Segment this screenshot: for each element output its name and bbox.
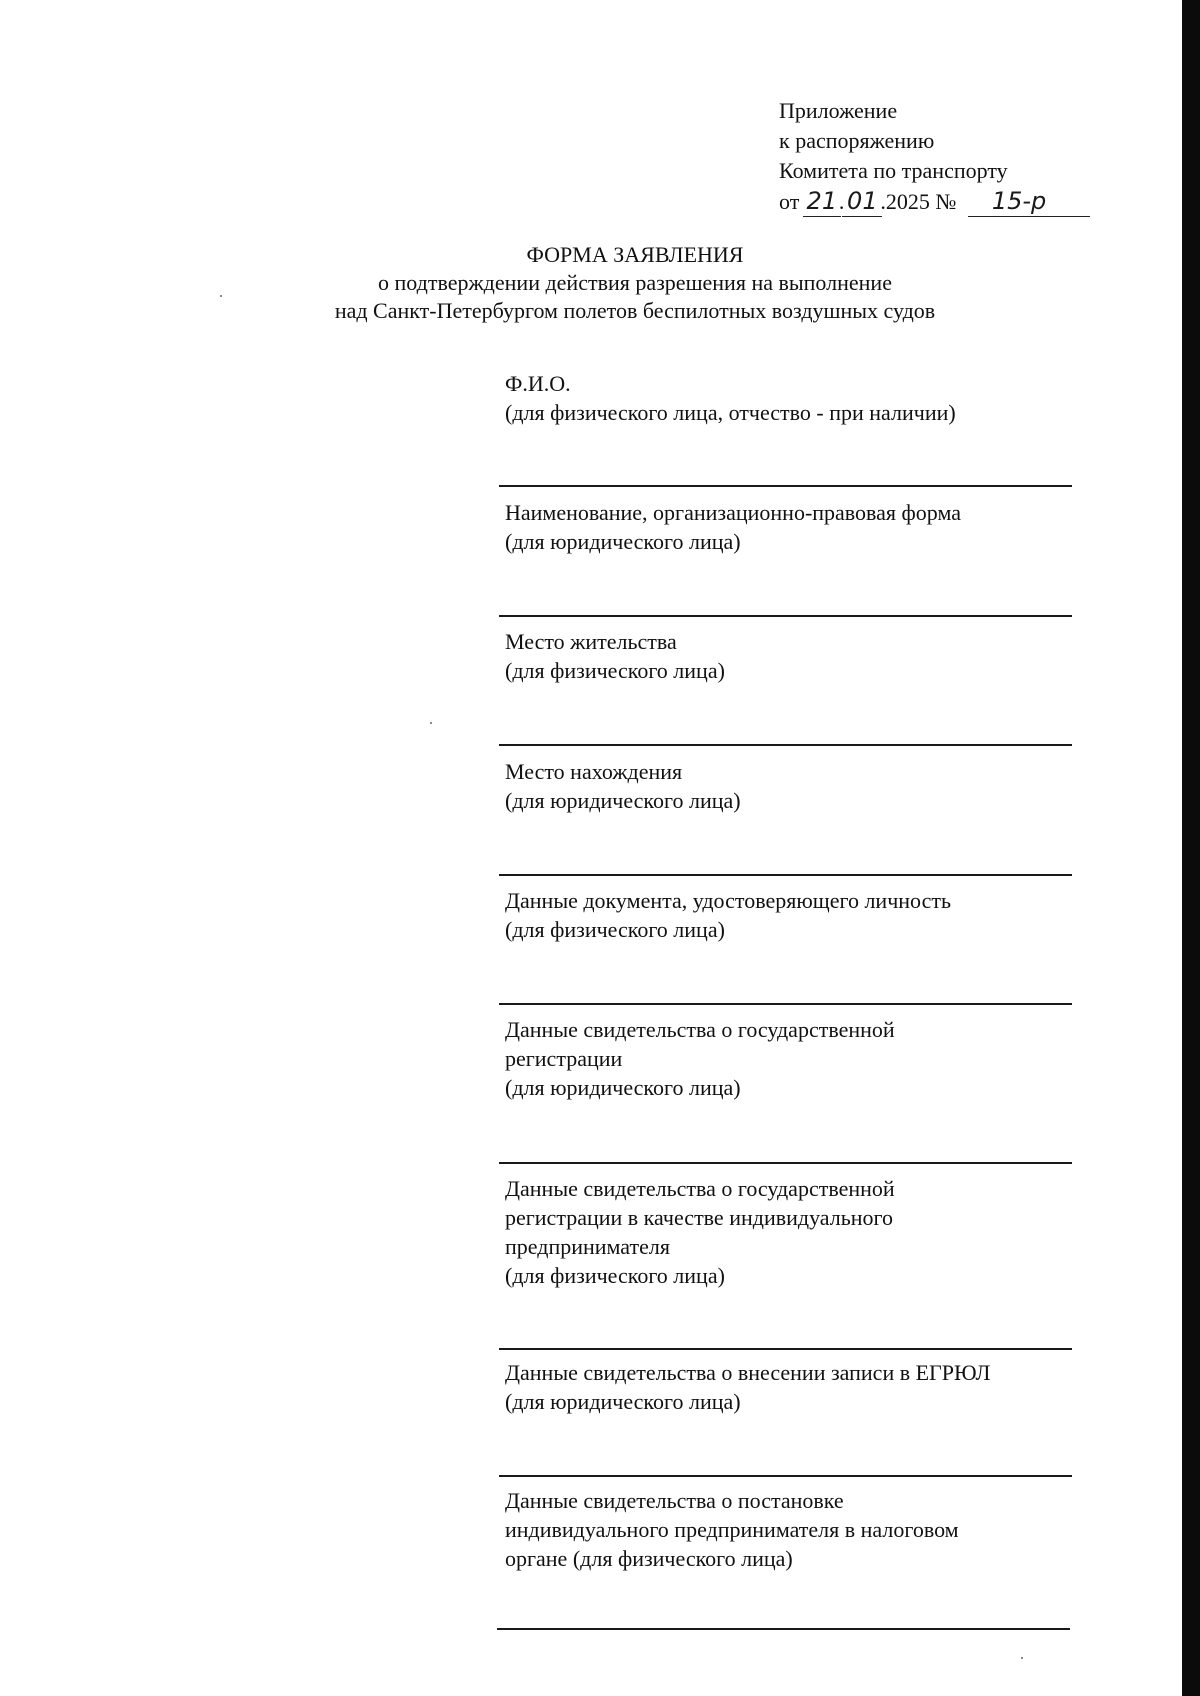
field-hint: (для юридического лица) <box>505 1075 741 1100</box>
date-day: 21 <box>806 187 838 215</box>
scan-speck <box>430 722 432 724</box>
fill-line-egrul-record[interactable] <box>499 1475 1072 1477</box>
field-identity-document <box>505 886 1065 944</box>
field-egrul-record <box>505 1358 1065 1416</box>
fill-line-fio[interactable] <box>499 485 1072 487</box>
date-year: .2025 № <box>880 189 957 214</box>
fill-line-ip-registration[interactable] <box>499 1348 1072 1350</box>
field-hint: (для юридического лица) <box>505 788 741 813</box>
field-label-cont: предпринимателя <box>505 1234 670 1259</box>
fill-line-state-registration[interactable] <box>499 1162 1072 1164</box>
fill-line-identity-document[interactable] <box>499 1003 1072 1005</box>
approval-line-3: Комитета по транспорту <box>779 158 1008 183</box>
field-label: Данные свидетельства о государственной <box>505 1017 895 1042</box>
field-label: Ф.И.О. <box>505 371 571 396</box>
field-hint: (для физического лица) <box>505 658 725 683</box>
field-label-cont: регистрации в качестве индивидуального <box>505 1205 893 1230</box>
field-hint: (для юридического лица) <box>505 1389 741 1414</box>
field-label-cont: индивидуального предпринимателя в налоговом <box>505 1517 959 1542</box>
field-hint: (для физического лица, отчество - при наличии) <box>505 400 956 425</box>
field-residence <box>505 627 1065 685</box>
approval-block <box>779 96 1088 220</box>
field-tax-registration <box>505 1486 1065 1573</box>
field-label: Данные документа, удостоверяющего личность <box>505 888 952 913</box>
form-subtitle-2: над Санкт-Петербургом полетов беспилотных воздушных судов <box>334 298 936 323</box>
approval-line-1: Приложение <box>779 98 898 123</box>
field-hint: (для юридического лица) <box>505 529 741 554</box>
form-title <box>0 241 1200 325</box>
field-ip-registration <box>505 1174 1065 1290</box>
field-label: Данные свидетельства о постановке <box>505 1488 844 1513</box>
field-label-cont: регистрации <box>505 1046 623 1071</box>
date-prefix: от <box>779 189 800 214</box>
field-label: Данные свидетельства о государственной <box>505 1176 895 1201</box>
field-hint: (для физического лица) <box>505 917 725 942</box>
field-fio <box>505 369 1065 427</box>
field-location <box>505 757 1065 815</box>
approval-date-line: от 21 . 01 .2025 № 15-р <box>779 186 1088 220</box>
field-hint: (для физического лица) <box>505 1263 725 1288</box>
fill-line-tax-registration[interactable] <box>497 1628 1070 1630</box>
scan-speck <box>220 295 222 297</box>
field-label: Место нахождения <box>505 759 683 784</box>
date-month: 01 <box>847 187 878 215</box>
field-label: Данные свидетельства о внесении записи в ЕГРЮЛ <box>505 1360 991 1385</box>
fill-line-org-name[interactable] <box>499 615 1072 617</box>
fill-line-residence[interactable] <box>499 744 1072 746</box>
form-heading: ФОРМА ЗАЯВЛЕНИЯ <box>526 242 744 267</box>
form-subtitle-1: о подтверждении действия разрешения на выполнение <box>378 270 892 295</box>
field-hint: органе (для физического лица) <box>505 1546 793 1571</box>
scan-speck <box>1021 1657 1023 1659</box>
field-state-registration <box>505 1015 1065 1102</box>
field-label: Место жительства <box>505 629 677 654</box>
fill-line-location[interactable] <box>499 874 1072 876</box>
approval-line-2: к распоряжению <box>779 128 935 153</box>
order-number: 15-р <box>991 187 1047 215</box>
field-label: Наименование, организационно-правовая форма <box>505 500 961 525</box>
field-org-name <box>505 498 1065 556</box>
